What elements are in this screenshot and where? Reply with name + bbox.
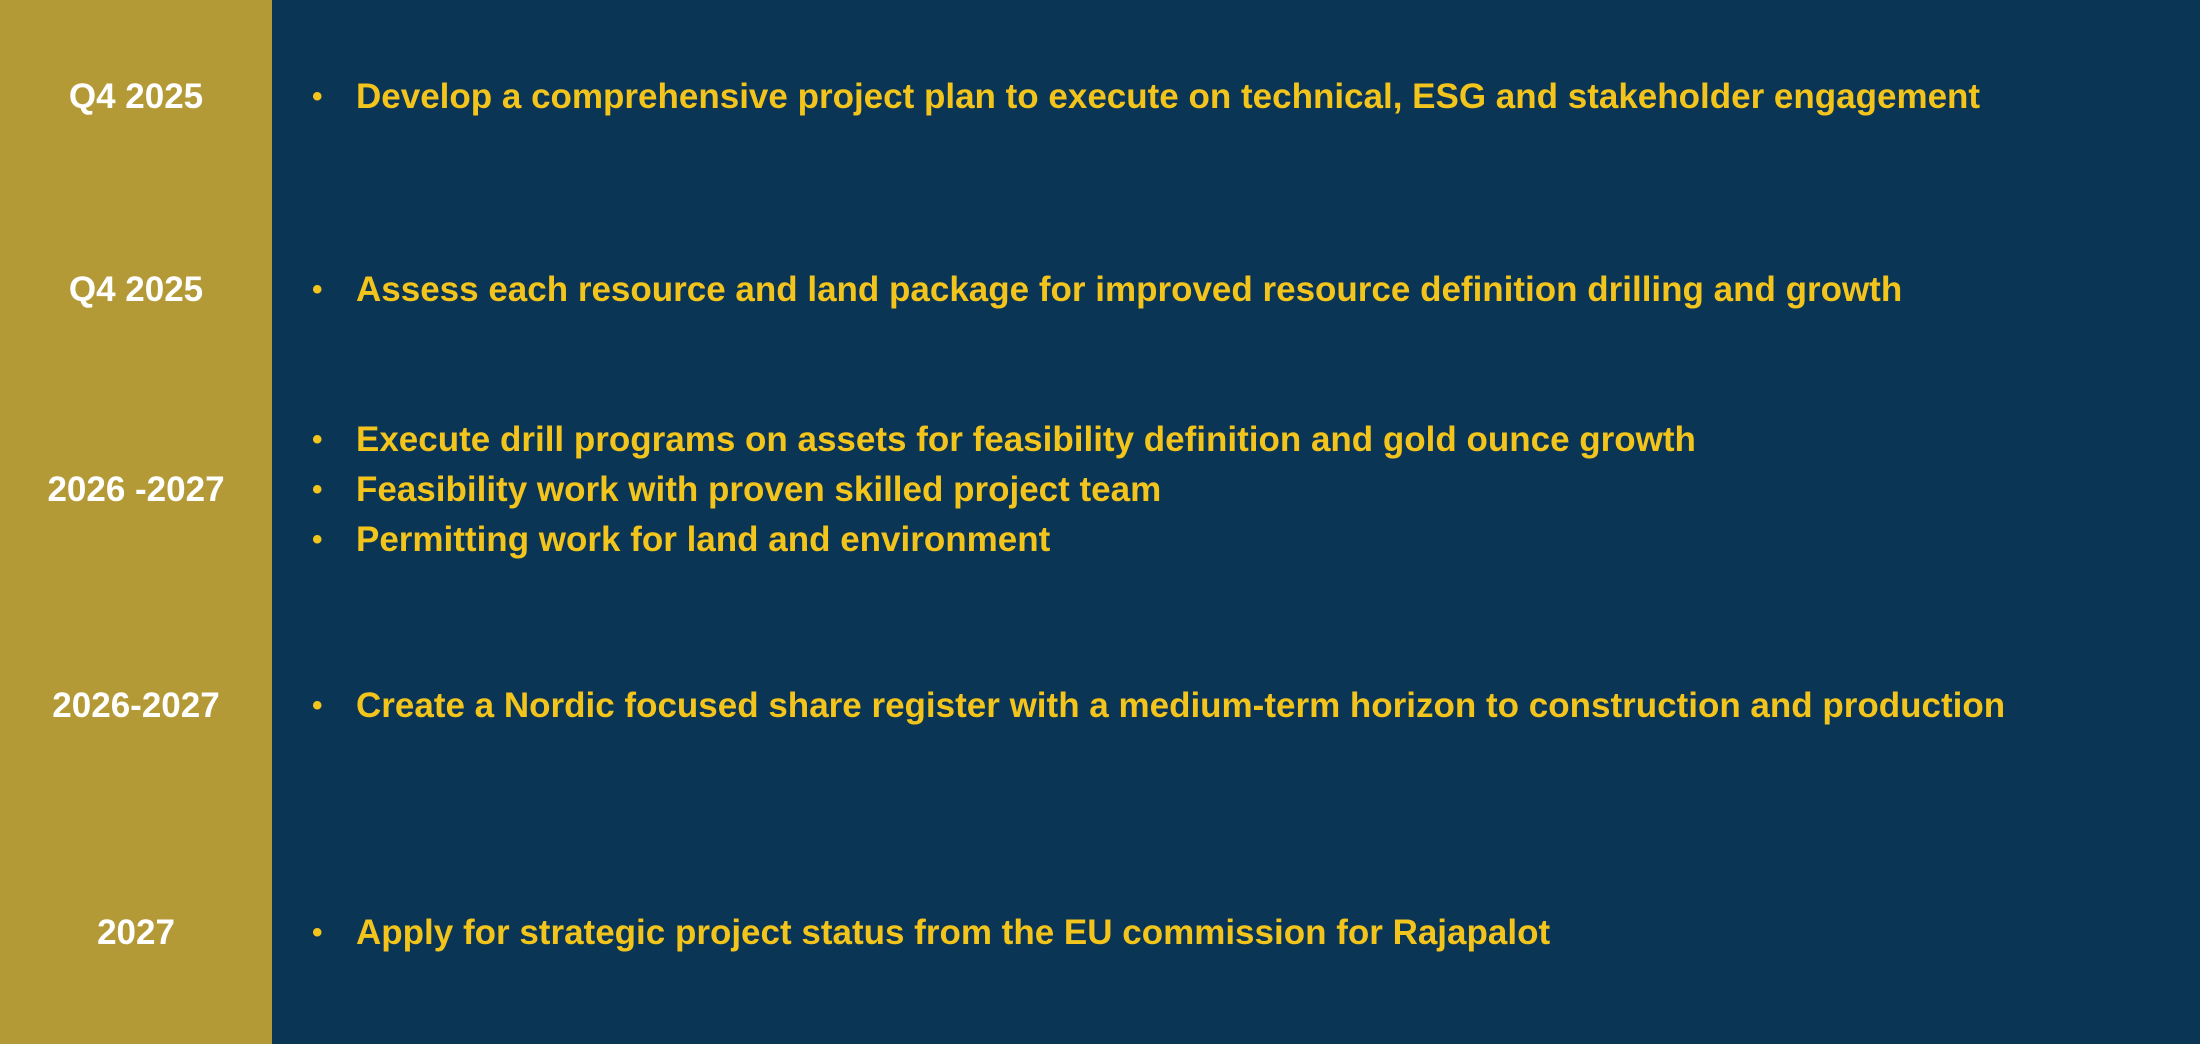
bullet-icon: • (312, 916, 323, 949)
list-item (308, 265, 2160, 315)
list-item (308, 908, 2160, 958)
item-text: Develop a comprehensive project plan to execute on technical, ESG and stakeholder engagement (356, 77, 1981, 116)
bullet-icon: • (312, 273, 323, 306)
row-items (308, 72, 2160, 122)
row-date: Q4 2025 (68, 77, 204, 116)
item-text: Feasibility work with proven skilled project team (356, 470, 1162, 509)
row-items (308, 265, 2160, 315)
row-date: Q4 2025 (68, 270, 204, 309)
row-date: 2027 (97, 913, 175, 952)
item-text: Apply for strategic project status from the EU commission for Rajapalot (356, 913, 1551, 952)
row-date: 2026 -2027 (47, 470, 225, 509)
list-item (308, 465, 2160, 515)
item-text: Permitting work for land and environment (356, 520, 1051, 559)
bullet-icon: • (312, 523, 323, 556)
list-item (308, 515, 2160, 565)
list-item (308, 72, 2160, 122)
row-items (308, 415, 2160, 565)
list-item (308, 415, 2160, 465)
bullet-icon: • (312, 423, 323, 456)
list-item (308, 681, 2160, 731)
item-text: Assess each resource and land package for improved resource definition drilling and growth (356, 270, 1903, 309)
row-items (308, 681, 2160, 731)
row-items (308, 908, 2160, 958)
item-text: Execute drill programs on assets for feasibility definition and gold ounce growth (356, 420, 1696, 459)
item-text: Create a Nordic focused share register with a medium-term horizon to construction and production (356, 686, 2006, 725)
bullet-icon: • (312, 473, 323, 506)
row-date: 2026-2027 (52, 686, 220, 725)
bullet-icon: • (312, 689, 323, 722)
bullet-icon: • (312, 80, 323, 113)
date-column (0, 0, 272, 1044)
